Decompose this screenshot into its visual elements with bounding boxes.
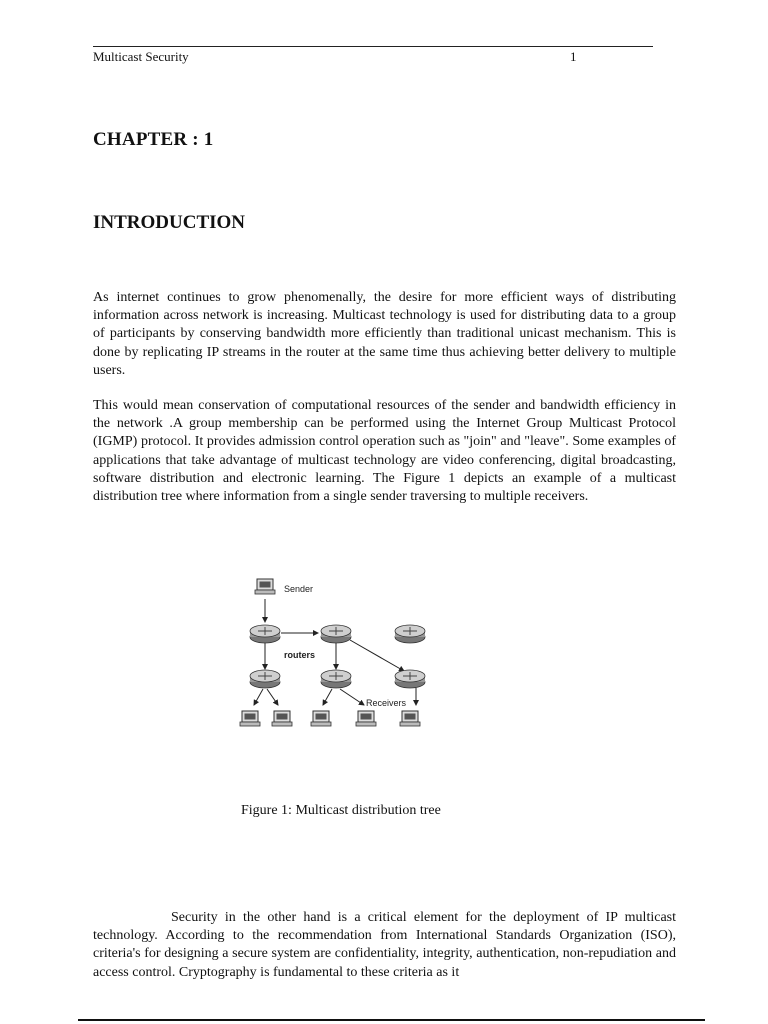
receiver-computer-icon [400, 711, 420, 726]
paragraph-1: As internet continues to grow phenomenally, the desire for more efficient ways of distributing information across network is increasing. Multicast technology is used for distributing data to a group of participants by conserving bandwidth more efficiently than traditional unicast mechanism. This is done by replicating IP streams in the router at the same time thus achieving better delivery to multiple users. [93, 290, 676, 378]
figure-caption: Figure 1: Multicast distribution tree [241, 803, 441, 818]
sender-label: Sender [284, 584, 314, 594]
receiver-computer-icon [240, 711, 260, 726]
footer-rule [78, 1019, 705, 1021]
receiver-computer-icon [311, 711, 331, 726]
paragraph-3: Security in the other hand is a critical element for the deployment of IP multicast technology. According to the recommendation from International Standards Organization (ISO), criteria's for designing a secure system are confidentiality, integrity, authentication, non-repudiation and access control. Cryptography is fundamental to these criteria as it [93, 910, 676, 980]
router-icon [321, 625, 351, 643]
receivers-label: Receivers [366, 698, 407, 708]
multicast-tree-figure [232, 575, 430, 740]
header-rule [93, 46, 653, 47]
running-header-title: Multicast Security [93, 49, 189, 64]
routers-label: routers [284, 650, 316, 660]
router-icon [250, 670, 280, 688]
paragraph-2: This would mean conservation of computational resources of the sender and bandwidth efficiency in the network .A group membership can be performed using the Internet Group Multicast Protocol (IGMP) protocol. It provides admission control operation such as "join" and "leave". Some examples of applications that take advantage of multicast technology are video conferencing, digital broadcasting, software distribution and electronic learning. The Figure 1 depicts an example of a multicast distribution tree where information from a single sender traversing to multiple receivers. [93, 398, 676, 505]
router-icon [395, 670, 425, 688]
receiver-computer-icon [356, 711, 376, 726]
receiver-computer-icon [272, 711, 292, 726]
chapter-title: CHAPTER : 1 [93, 129, 214, 150]
router-icon [321, 670, 351, 688]
router-icon [250, 625, 280, 643]
sender-computer-icon [255, 579, 275, 594]
router-icon [395, 625, 425, 643]
section-heading: INTRODUCTION [93, 212, 246, 233]
page-number: 1 [570, 49, 577, 64]
